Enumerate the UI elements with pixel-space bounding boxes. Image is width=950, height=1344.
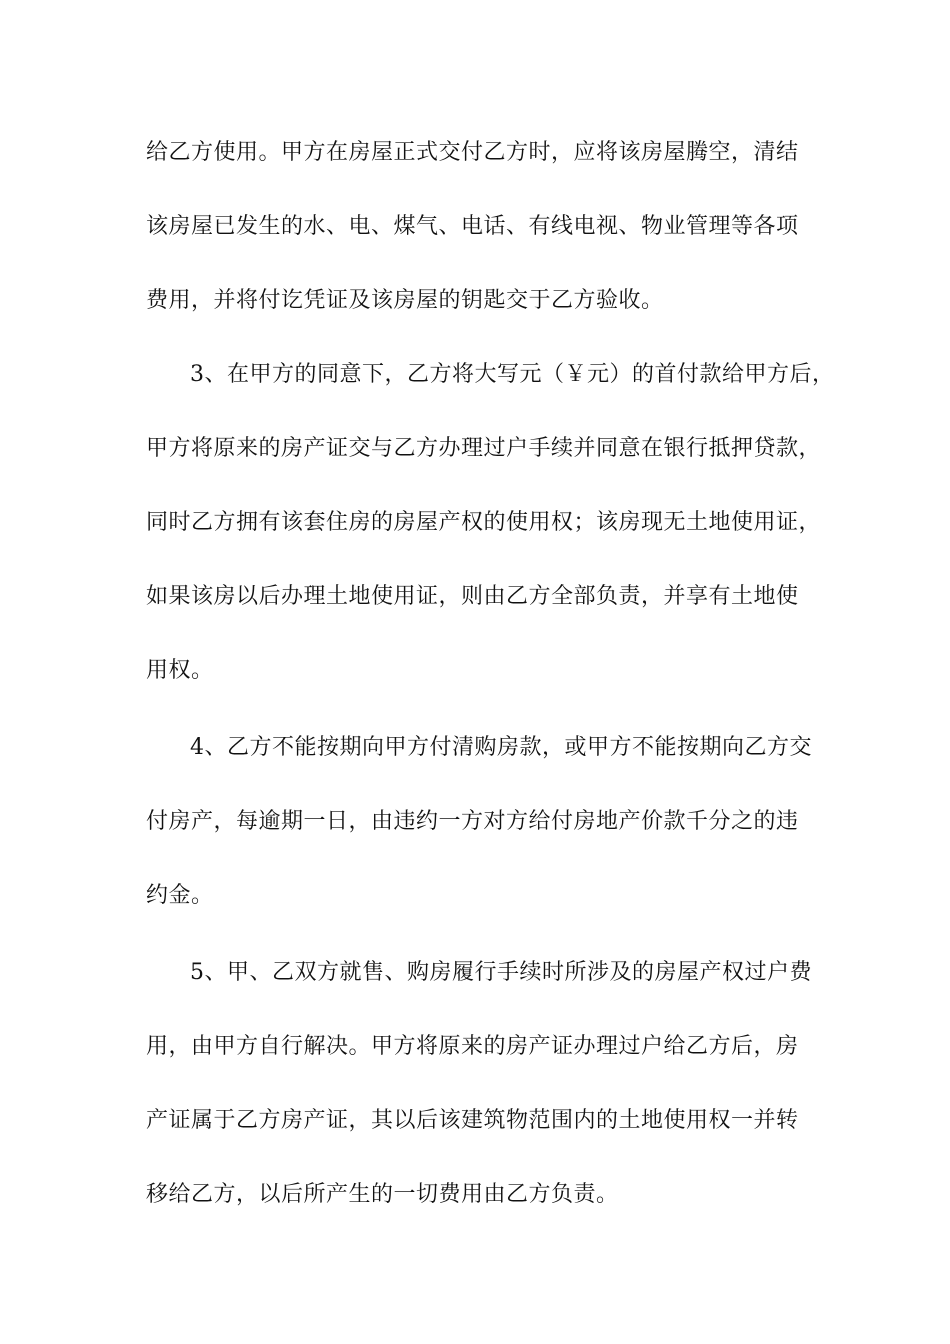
text-line: 用，由甲方自行解决。甲方将原来的房产证办理过户给乙方后，房 (146, 1034, 799, 1059)
paragraph-4-start: 4、乙方不能按期向甲方付清购房款，或甲方不能按期向乙方交 (190, 735, 812, 760)
paragraph-5-start: 5、甲、乙双方就售、购房履行手续时所涉及的房屋产权过户费 (190, 960, 812, 985)
text-line: 甲方将原来的房产证交与乙方办理过户手续并同意在银行抵押贷款， (146, 436, 822, 461)
text-line: 如果该房以后办理土地使用证，则由乙方全部负责，并享有土地使 (146, 584, 799, 609)
paragraph-3-start: 3、在甲方的同意下，乙方将大写元（￥元）的首付款给甲方后， (190, 362, 835, 387)
text-line: 产证属于乙方房产证，其以后该建筑物范围内的土地使用权一并转 (146, 1108, 799, 1133)
text-line: 费用，并将付讫凭证及该房屋的钥匙交于乙方验收。 (146, 288, 664, 313)
text-line: 给乙方使用。甲方在房屋正式交付乙方时，应将该房屋腾空，清结 (146, 140, 799, 165)
text-line: 用权。 (146, 658, 214, 683)
text-line: 移给乙方，以后所产生的一切费用由乙方负责。 (146, 1182, 619, 1207)
text-line: 该房屋已发生的水、电、煤气、电话、有线电视、物业管理等各项 (146, 214, 799, 239)
text-line: 同时乙方拥有该套住房的房屋产权的使用权；该房现无土地使用证， (146, 510, 822, 535)
text-line: 约金。 (146, 883, 214, 908)
text-line: 付房产，每逾期一日，由违约一方对方给付房地产价款千分之的违 (146, 809, 799, 834)
